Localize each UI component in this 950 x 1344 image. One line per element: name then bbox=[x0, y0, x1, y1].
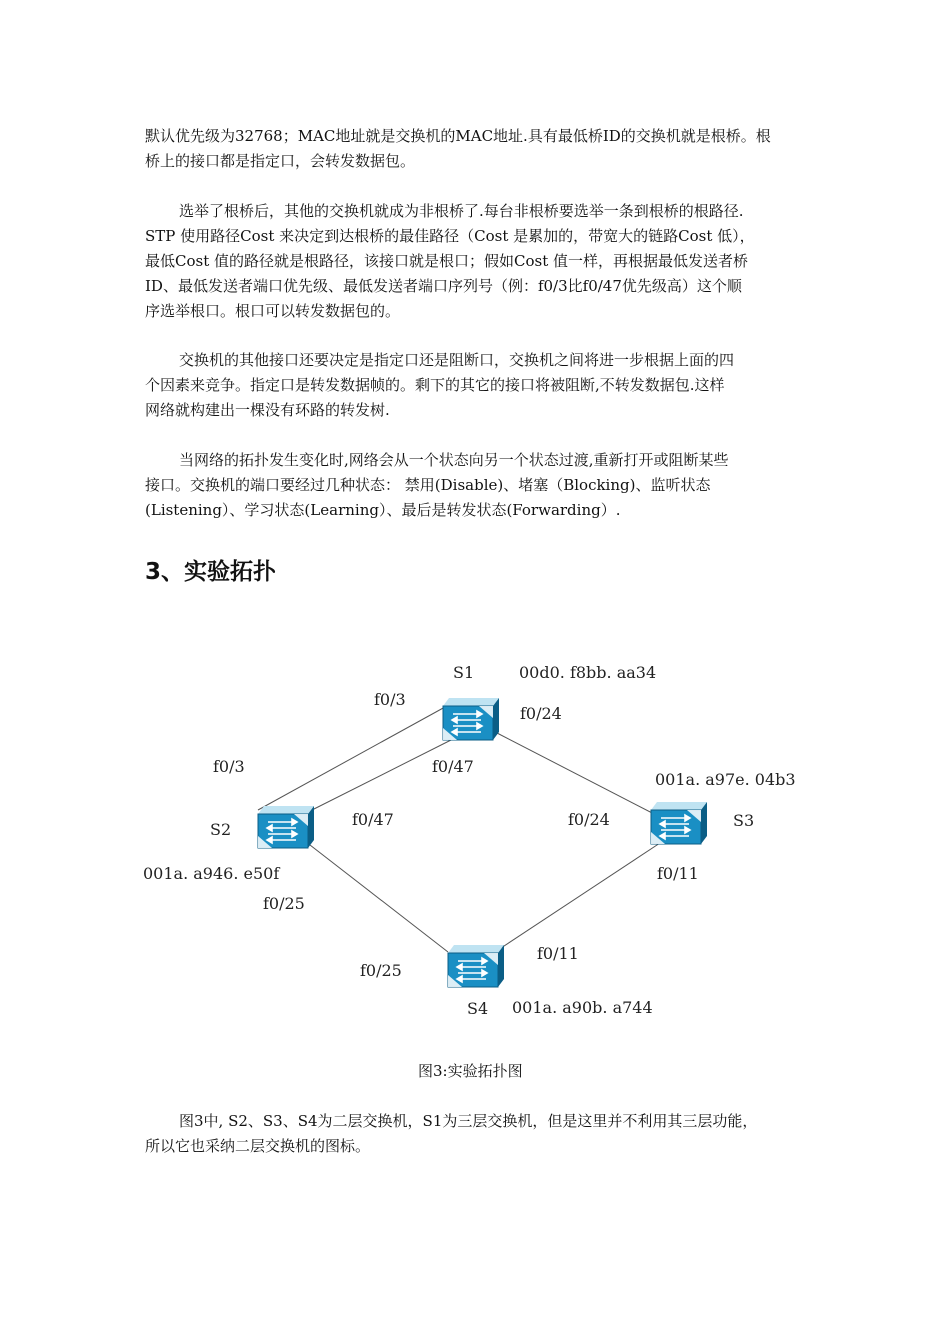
s3-name: S3 bbox=[733, 811, 755, 830]
port-s4-f011: f0/11 bbox=[537, 944, 579, 963]
text-line: STP 使用路径Cost 来决定到达根桥的最佳路径（Cost 是累加的，带宽大的链路Cost 低）， bbox=[145, 227, 755, 245]
s2-mac: 001a. a946. e50f bbox=[143, 864, 280, 883]
link-s2-s4 bbox=[310, 845, 448, 952]
text-line: 交换机的其他接口还要决定是指定口还是阻断口，交换机之间将进一步根据上面的四 bbox=[179, 351, 735, 369]
port-s2-f047: f0/47 bbox=[352, 810, 394, 829]
link-s1-s3 bbox=[497, 733, 658, 816]
s4-mac: 001a. a90b. a744 bbox=[512, 998, 653, 1017]
paragraph-5 bbox=[145, 1109, 810, 1159]
port-s2-f025: f0/25 bbox=[263, 894, 305, 913]
figure-caption: 图3:实验拓扑图 bbox=[418, 1062, 523, 1080]
port-s1-f03: f0/3 bbox=[374, 690, 406, 709]
text-line: 个因素来竞争。指定口是转发数据帧的。剩下的其它的接口将被阻断,不转发数据包.这样 bbox=[145, 376, 725, 394]
switch-s4-icon bbox=[448, 945, 504, 987]
section-heading: 3、实验拓扑 bbox=[145, 559, 277, 585]
s1-name: S1 bbox=[453, 663, 475, 682]
paragraph-2 bbox=[145, 199, 810, 324]
text-line: 所以它也采纳二层交换机的图标。 bbox=[145, 1137, 371, 1155]
text-line: 桥上的接口都是指定口，会转发数据包。 bbox=[145, 152, 416, 170]
paragraph-4 bbox=[145, 448, 810, 523]
switch-s2-icon bbox=[258, 806, 314, 848]
port-s1-f024: f0/24 bbox=[520, 704, 562, 723]
paragraph-3 bbox=[145, 348, 810, 423]
text-line: ID、最低发送者端口优先级、最低发送者端口序列号（例：f0/3比f0/47优先级高）这个顺 bbox=[145, 277, 742, 295]
port-s3-f024: f0/24 bbox=[568, 810, 610, 829]
text-line: 接口。交换机的端口要经过几种状态： 禁用(Disable)、堵塞（Blocking)、监听状态 bbox=[145, 476, 711, 494]
paragraph-1 bbox=[145, 124, 810, 174]
s2-name: S2 bbox=[210, 820, 232, 839]
switch-s3-icon bbox=[651, 802, 707, 844]
text-line: (Listening）、学习状态(Learning）、最后是转发状态(Forwarding）. bbox=[145, 501, 621, 519]
text-line: 网络就构建出一棵没有环路的转发树. bbox=[145, 401, 390, 419]
s4-name: S4 bbox=[467, 999, 489, 1018]
port-s2-f03: f0/3 bbox=[213, 757, 245, 776]
switch-s1-icon bbox=[443, 698, 499, 740]
text-line: 图3中, S2、S3、S4为二层交换机，S1为三层交换机，但是这里并不利用其三层功能， bbox=[179, 1112, 758, 1130]
text-line: 当网络的拓扑发生变化时,网络会从一个状态向另一个状态过渡,重新打开或阻断某些 bbox=[179, 451, 729, 469]
s1-mac: 00d0. f8bb. aa34 bbox=[519, 663, 657, 682]
text-line: 选举了根桥后，其他的交换机就成为非根桥了.每台非根桥要选举一条到根桥的根路径. bbox=[179, 202, 744, 220]
text-line: 默认优先级为32768；MAC地址就是交换机的MAC地址.具有最低桥ID的交换机就是根桥。根 bbox=[145, 127, 771, 145]
text-line: 序选举根口。根口可以转发数据包的。 bbox=[145, 302, 401, 320]
s3-mac: 001a. a97e. 04b3 bbox=[655, 770, 796, 789]
topology-diagram bbox=[0, 640, 950, 1040]
link-s3-s4 bbox=[498, 843, 660, 950]
link-s1-s2-f03 bbox=[258, 707, 445, 810]
port-s1-f047: f0/47 bbox=[432, 757, 474, 776]
text-line: 最低Cost 值的路径就是根路径，该接口就是根口；假如Cost 值一样，再根据最低发送者桥 bbox=[145, 252, 749, 270]
port-s3-f011: f0/11 bbox=[657, 864, 699, 883]
port-s4-f025: f0/25 bbox=[360, 961, 402, 980]
